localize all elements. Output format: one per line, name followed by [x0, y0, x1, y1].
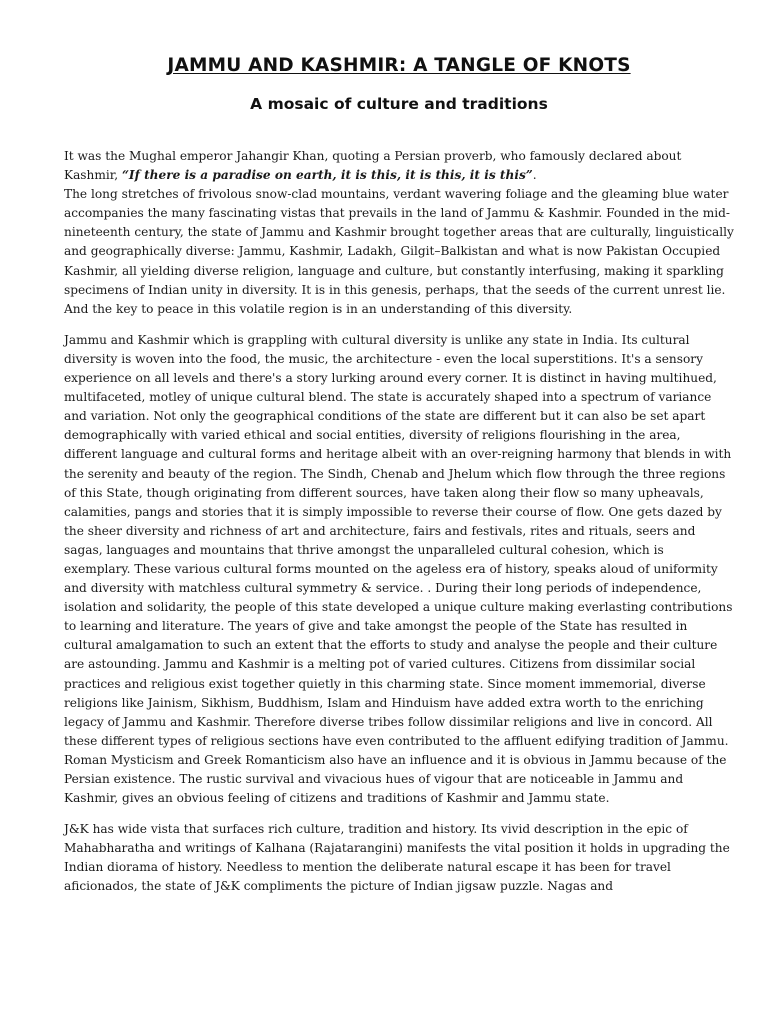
intro-tail: . [532, 168, 537, 183]
document-body [64, 147, 734, 897]
document-title: JAMMU AND KASHMIR: A TANGLE OF KNOTS [167, 55, 631, 76]
proverb-quote: “If there is a paradise on earth, it is this, it is this, it is this” [121, 168, 533, 183]
paragraph-intro [64, 147, 734, 185]
document-subtitle: A mosaic of culture and traditions [250, 95, 548, 113]
paragraph-history: J&K has wide vista that surfaces rich culture, tradition and history. Its vivid description in the epic of Mahabharatha and writings of Kalhana (Rajatarangini) manifests the vital position it holds in upgrading the Indian diorama of history. Needless to mention the deliberate natural escape it has been for travel aficionados, the state of J&K compliments the picture of Indian jigsaw puzzle. Nagas and [64, 822, 730, 894]
paragraph-cultural-diversity: Jammu and Kashmir which is grappling with cultural diversity is unlike any state in India. Its cultural diversity is woven into the food, the music, the architecture - even the local superstitions. It's a sensory experience on all levels and there's a story lurking around every corner. It is distinct in having multihued, multifaceted, motley of unique cultural blend. The state is accurately shaped into a spectrum of variance and variation. Not only the geographical conditions of the state are different but it can also be set apart demographically with varied ethical and social entities, diversity of religions flourishing in the area, different language and cultural forms and heritage albeit with an over-reigning harmony that blends in with the serenity and beauty of the region. The Sindh, Chenab and Jhelum which flow through the three regions of this State, though originating from different sources, have taken along their flow so many upheavals, calamities, pangs and stories that it is simply impossible to reverse their course of flow. One gets dazed by the sheer diversity and richness of art and architecture, fairs and festivals, rites and rituals, seers and sagas, languages and mountains that thrive amongst the unparalleled cultural cohesion, which is exemplary. These various cultural forms mounted on the ageless era of history, speaks aloud of uniformity and diversity with matchless cultural symmetry & service. . During their long periods of independence, isolation and solidarity, the people of this state developed a unique culture making everlasting contributions to learning and literature. The years of give and take amongst the people of the State has resulted in cultural amalgamation to such an extent that the efforts to study and analyse the people and their culture are astounding. Jammu and Kashmir is a melting pot of varied cultures. Citizens from dissimilar social practices and religious exist together quietly in this charming state. Since moment immemorial, diverse religions like Jainism, Sikhism, Buddhism, Islam and Hinduism have added extra worth to the enriching legacy of Jammu and Kashmir. Therefore diverse tribes follow dissimilar religions and live in concord. All these different types of religious sections have even contributed to the affluent edifying tradition of Jammu. Roman Mysticism and Greek Romanticism also have an influence and it is obvious in Jammu because of the Persian existence. The rustic survival and vivacious hues of vigour that are noticeable in Jammu and Kashmir, gives an obvious feeling of citizens and traditions of Kashmir and Jammu state. [64, 332, 733, 806]
intro-text: It was the Mughal emperor Jahangir Khan, quoting a Persian proverb, who famously declared about Kashmir, [64, 149, 682, 183]
paragraph-landscape: The long stretches of frivolous snow-clad mountains, verdant wavering foliage and the gleaming blue water accompanies the many fascinating vistas that prevails in the land of Jammu & Kashmir. Founded in the mid-nineteenth century, the state of Jammu and Kashmir brought together areas that are culturally, linguistically and geographically diverse: Jammu, Kashmir, Ladakh, Gilgit–Balkistan and what is now Pakistan Occupied Kashmir, all yielding diverse religion, language and culture, but constantly interfusing, making it sparkling specimens of Indian unity in diversity. It is in this genesis, perhaps, that the seeds of the current unrest lie. And the key to peace in this volatile region is in an understanding of this diversity. [64, 187, 734, 316]
